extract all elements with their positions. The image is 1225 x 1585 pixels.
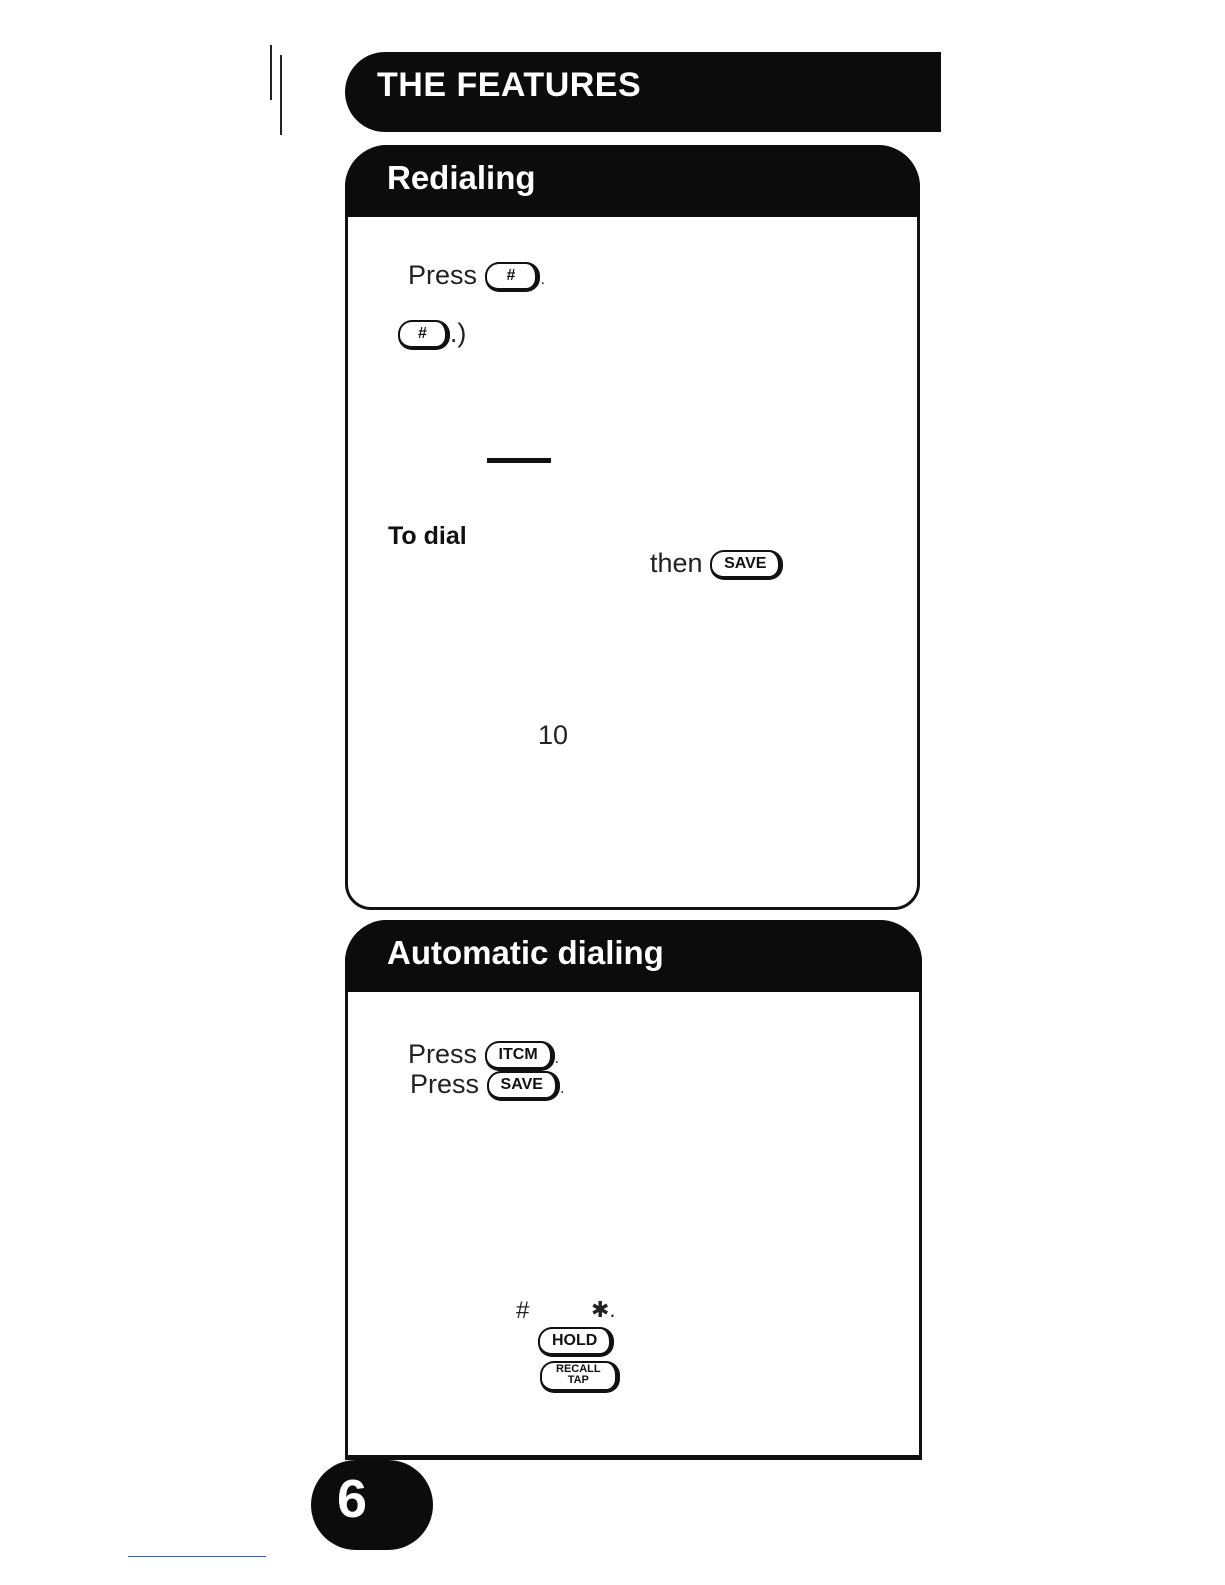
hash-key: #	[398, 320, 450, 350]
footer-link-line	[128, 1556, 266, 1557]
press-itcm-instruction	[408, 1039, 559, 1071]
redialing-header	[345, 145, 920, 217]
hash-symbol: #	[516, 1297, 530, 1324]
section-title: THE FEATURES	[377, 66, 642, 104]
recall-key-bottom: TAP	[567, 1374, 589, 1386]
paren-close: .)	[449, 318, 467, 348]
separator-dash	[487, 458, 551, 463]
hash-key: #	[485, 262, 541, 292]
press-suffix: .	[554, 1050, 560, 1067]
recall-key-top: RECALL	[556, 1363, 601, 1375]
number-ten: 10	[538, 720, 569, 750]
margin-rule	[280, 55, 282, 135]
press-suffix: .	[559, 1080, 565, 1097]
press-label: Press	[410, 1069, 480, 1099]
to-dial-label: To dial	[388, 522, 467, 550]
hash-key-note	[398, 318, 466, 350]
hold-key: HOLD	[538, 1327, 614, 1357]
press-label: Press	[408, 1039, 478, 1069]
itcm-key: ITCM	[485, 1041, 555, 1071]
star-symbol: ✱.	[591, 1297, 616, 1322]
save-key: SAVE	[487, 1071, 560, 1101]
automatic-dialing-panel	[345, 920, 922, 1460]
page-number: 6	[337, 1469, 368, 1529]
recall-tap-key	[540, 1361, 620, 1393]
press-label: Press	[408, 260, 478, 290]
press-suffix: .	[540, 271, 545, 288]
page-number-badge	[311, 1460, 433, 1550]
press-instruction	[408, 260, 545, 292]
redialing-title: Redialing	[387, 159, 536, 196]
hold-key-row	[538, 1327, 614, 1357]
redialing-panel	[345, 145, 920, 910]
margin-rule	[270, 45, 272, 100]
then-save-instruction	[650, 548, 783, 580]
recall-key-row	[540, 1361, 620, 1393]
automatic-dialing-title: Automatic dialing	[387, 934, 664, 971]
press-save-instruction	[410, 1069, 564, 1101]
automatic-dialing-header	[345, 920, 922, 992]
save-key: SAVE	[710, 550, 783, 580]
section-banner	[345, 52, 941, 132]
then-label: then	[650, 548, 703, 578]
